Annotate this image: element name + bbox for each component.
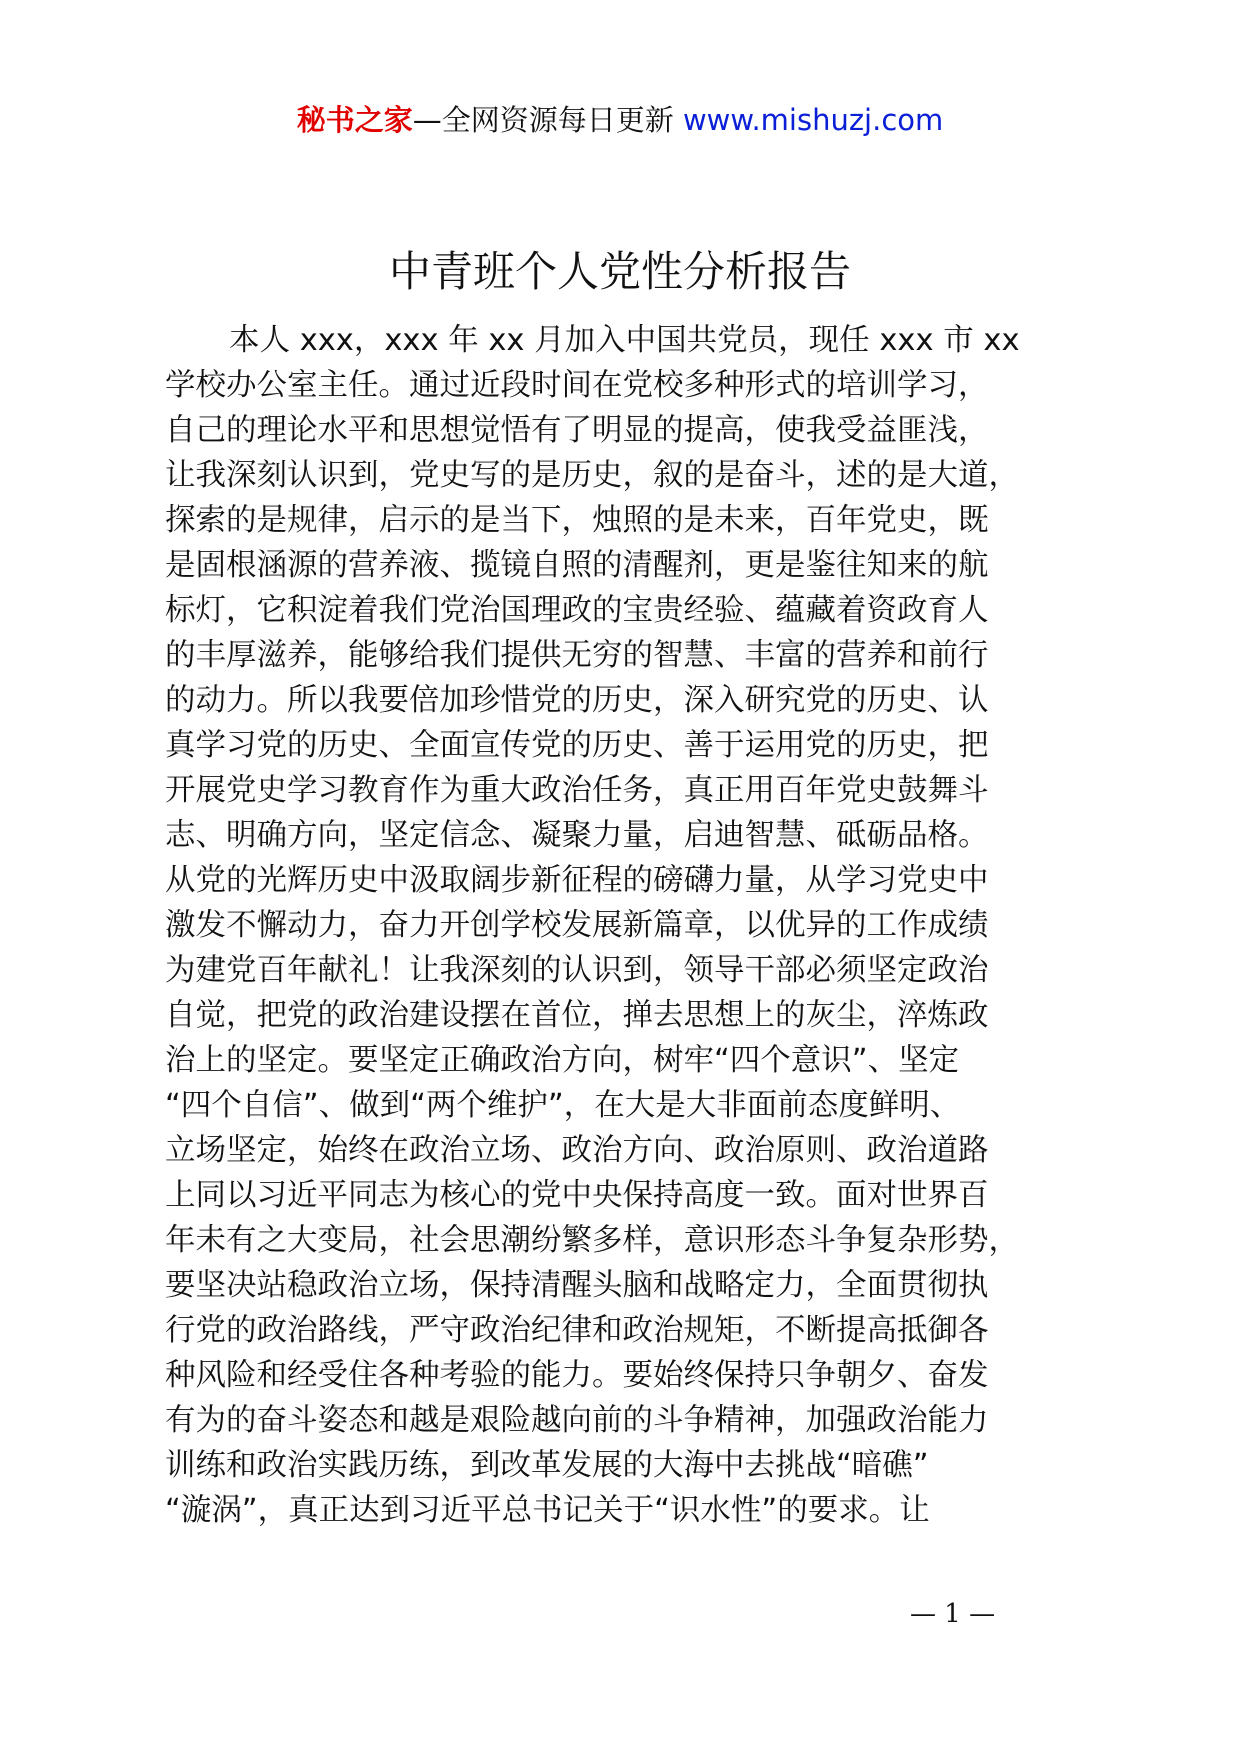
brand-name: 秘书之家 xyxy=(296,103,413,137)
body-line: 有为的奋斗姿态和越是艰险越向前的斗争精神，加强政治能力 xyxy=(165,1403,989,1438)
body-line: 要坚决站稳政治立场，保持清醒头脑和战略定力，全面贯彻执 xyxy=(165,1268,989,1303)
body-line: 为建党百年献礼！让我深刻的认识到，领导干部必须坚定政治 xyxy=(165,953,989,988)
body-line: 本人 xxx，xxx 年 xx 月加入中国共党员，现任 xxx 市 xx xyxy=(229,323,1020,358)
body-line: 是固根涵源的营养液、揽镜自照的清醒剂，更是鉴往知来的航 xyxy=(165,548,989,583)
body-line: 行党的政治路线，严守政治纪律和政治规矩，不断提高抵御各 xyxy=(165,1313,989,1348)
document-body xyxy=(165,318,1085,1533)
body-line: 真学习党的历史、全面宣传党的历史、善于运用党的历史，把 xyxy=(165,728,989,763)
body-line: 治上的坚定。要坚定正确政治方向，树牢“四个意识”、坚定 xyxy=(165,1043,960,1078)
body-line: 探索的是规律，启示的是当下，烛照的是未来，百年党史，既 xyxy=(165,503,989,538)
body-line: 自己的理论水平和思想觉悟有了明显的提高，使我受益匪浅， xyxy=(165,413,989,448)
body-line: 年未有之大变局，社会思潮纷繁多样，意识形态斗争复杂形势， xyxy=(165,1223,1019,1258)
body-line: 上同以习近平同志为核心的党中央保持高度一致。面对世界百 xyxy=(165,1178,989,1213)
body-line: 种风险和经受住各种考验的能力。要始终保持只争朝夕、奋发 xyxy=(165,1358,989,1393)
body-line: 标灯，它积淀着我们党治国理政的宝贵经验、蕴藏着资政育人 xyxy=(165,593,989,628)
body-line: 的丰厚滋养，能够给我们提供无穷的智慧、丰富的营养和前行 xyxy=(165,638,989,673)
body-line: 学校办公室主任。通过近段时间在党校多种形式的培训学习， xyxy=(165,368,989,403)
page-number: — 1 — xyxy=(910,1599,996,1629)
site-url-link[interactable]: www.mishuzj.com xyxy=(682,103,944,137)
site-header xyxy=(0,100,1240,140)
body-line: 的动力。所以我要倍加珍惜党的历史，深入研究党的历史、认 xyxy=(165,683,989,718)
body-line: 开展党史学习教育作为重大政治任务，真正用百年党史鼓舞斗 xyxy=(165,773,989,808)
body-line: 让我深刻认识到，党史写的是历史，叙的是奋斗，述的是大道， xyxy=(165,458,1019,493)
body-line: “四个自信”、做到“两个维护”，在大是大非面前态度鲜明、 xyxy=(165,1088,961,1123)
document-title: 中青班个人党性分析报告 xyxy=(388,247,851,296)
body-line: 训练和政治实践历练，到改革发展的大海中去挑战“暗礁” xyxy=(165,1448,929,1483)
body-line: 激发不懈动力，奋力开创学校发展新篇章，以优异的工作成绩 xyxy=(165,908,989,943)
body-line: 自觉，把党的政治建设摆在首位，掸去思想上的灰尘，淬炼政 xyxy=(165,998,989,1033)
body-line: 立场坚定，始终在政治立场、政治方向、政治原则、政治道路 xyxy=(165,1133,989,1168)
body-line: “漩涡”，真正达到习近平总书记关于“识水性”的要求。让 xyxy=(165,1493,930,1528)
header-tagline: —全网资源每日更新 xyxy=(412,103,674,137)
body-line: 志、明确方向，坚定信念、凝聚力量，启迪智慧、砥砺品格。 xyxy=(165,818,989,853)
body-line: 从党的光辉历史中汲取阔步新征程的磅礴力量，从学习党史中 xyxy=(165,863,989,898)
